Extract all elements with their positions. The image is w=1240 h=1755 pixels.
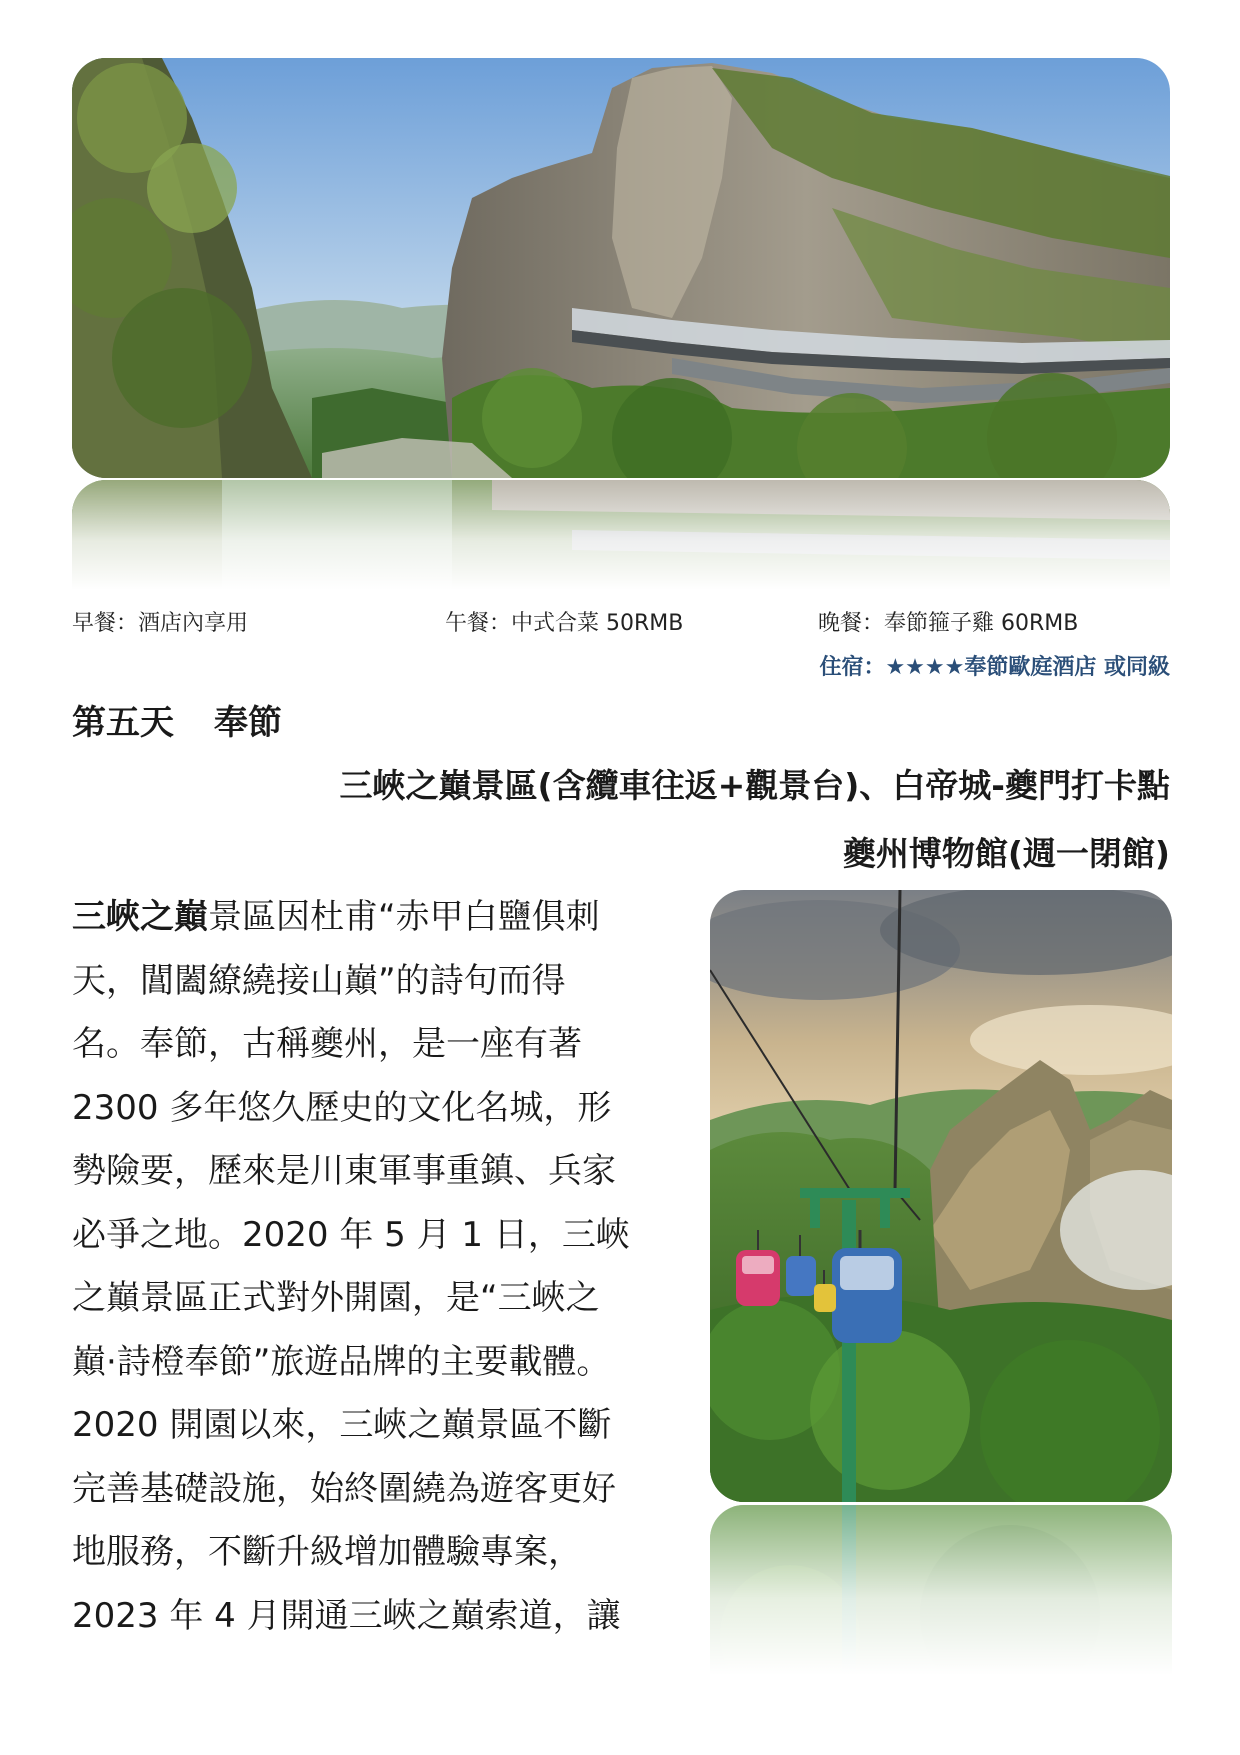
body-line: 2300 多年悠久歷史的文化名城，形	[72, 1087, 612, 1128]
cable-car-photo	[710, 890, 1172, 1502]
itinerary-line: 三峽之巔景區(含纜車往返+觀景台)、白帝城-夔門打卡點	[339, 766, 1170, 805]
body-paragraph	[72, 886, 677, 1648]
body-line: 勢險要，歷來是川東軍事重鎮、兵家	[72, 1151, 616, 1191]
meal-lunch: 午餐：中式合菜 50RMB	[445, 611, 684, 636]
body-line: 天，閶闔繚繞接山巔”的詩句而得	[72, 960, 566, 1001]
day-title	[72, 695, 282, 744]
itinerary-line: 夔州博物館(週一閉館)	[842, 834, 1170, 873]
body-line: 之巔景區正式對外開園，是“三峽之	[72, 1278, 600, 1318]
body-line: 巔·詩橙奉節”旅遊品牌的主要載體。	[72, 1341, 611, 1382]
body-line: 2023 年 4 月開通三峽之巔索道，讓	[72, 1595, 621, 1636]
cable-car-reflection	[710, 1505, 1172, 1675]
body-line: 三峽之巔景區因杜甫“赤甲白鹽俱刺	[72, 897, 600, 937]
body-line: 名。奉節，古稱夔州，是一座有著	[72, 1024, 582, 1064]
body-lead: 三峽之巔	[72, 897, 208, 937]
body-line: 完善基礎設施，始終圍繞為遊客更好	[72, 1468, 616, 1509]
day-city: 奉節	[214, 703, 282, 743]
hotel-info: 住宿：★★★★奉節歐庭酒店 或同級	[819, 655, 1170, 680]
body-line: 地服務，不斷升級增加體驗專案，	[72, 1532, 582, 1572]
body-line: 必爭之地。2020 年 5 月 1 日，三峽	[72, 1214, 630, 1255]
meal-dinner: 晚餐：奉節箍子雞 60RMB	[818, 611, 1079, 636]
hero-cliff-photo	[72, 58, 1170, 478]
body-line: 2020 開園以來，三峽之巔景區不斷	[72, 1405, 612, 1445]
day-label: 第五天	[72, 703, 174, 743]
meal-breakfast: 早餐：酒店內享用	[72, 611, 249, 636]
hero-reflection	[72, 480, 1170, 590]
